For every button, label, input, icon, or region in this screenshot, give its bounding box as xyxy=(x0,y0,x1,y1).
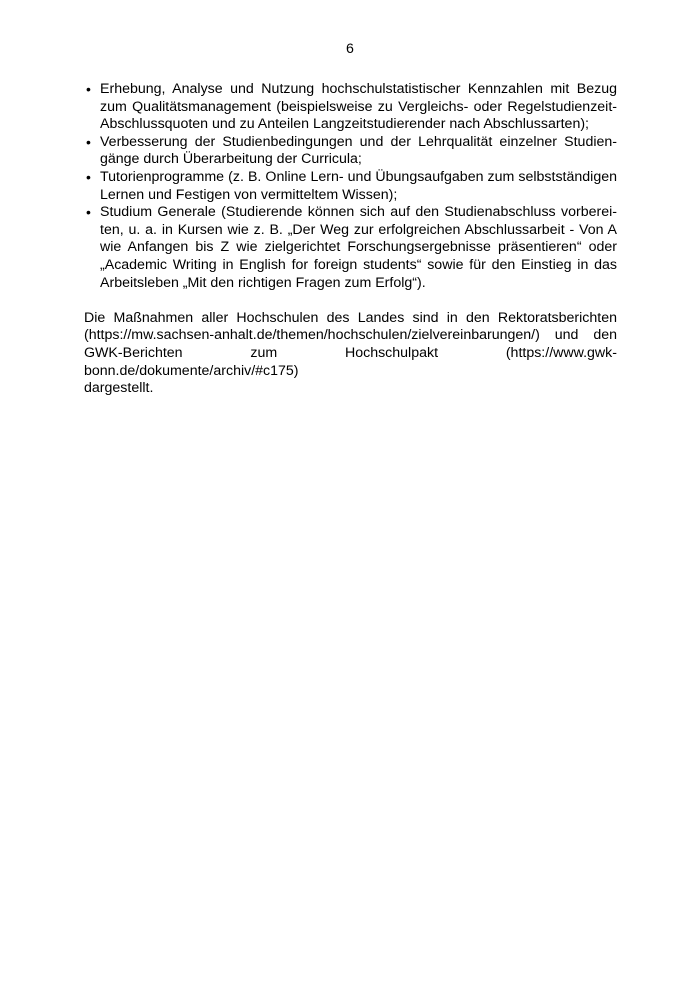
bullet-icon: • xyxy=(86,168,91,185)
text-line: Lernen und Festigen von vermitteltem Wissen); xyxy=(100,186,398,203)
text-line: gänge durch Überarbeitung der Curricula; xyxy=(100,151,362,168)
text-line: wie Anfangen bis Z wie zielgerichtet Forschungsergebnisse präsentieren“ oder xyxy=(100,239,617,256)
text-line: GWK-Berichten zum Hochschulpakt (https://www.gwk- xyxy=(84,344,617,361)
text-line: (https://mw.sachsen-anhalt.de/themen/hochschulen/zielvereinbarungen/) und den xyxy=(84,327,617,344)
text-line: Abschlussquoten und zu Anteilen Langzeitstudierender nach Abschlussarten); xyxy=(100,116,590,133)
closing-paragraph xyxy=(84,310,617,398)
text-line: ten, u. a. in Kursen wie z. B. „Der Weg zur erfolgreichen Abschlussarbeit - Von A xyxy=(100,221,617,238)
list-item xyxy=(84,134,617,169)
text-line: zum Qualitätsmanagement (beispielsweise zu Vergleichs- oder Regelstudienzeit- xyxy=(100,98,617,115)
page-number: 6 xyxy=(346,41,354,57)
text-line: Verbesserung der Studienbedingungen und der Lehrqualität einzelner Studien- xyxy=(100,133,617,150)
text-line: Studium Generale (Studierende können sich auf den Studienabschluss vorberei- xyxy=(100,204,617,221)
text-line: Erhebung, Analyse und Nutzung hochschulstatistischer Kennzahlen mit Bezug xyxy=(100,81,617,97)
text-line: dargestellt. xyxy=(84,380,154,397)
list-item xyxy=(84,204,617,292)
list-item xyxy=(84,169,617,204)
bullet-icon: • xyxy=(86,81,91,97)
text-line: Arbeitsleben „Mit den richtigen Fragen zum Erfolg“). xyxy=(100,274,426,291)
list-item-text xyxy=(100,169,617,204)
bullet-icon: • xyxy=(86,133,91,150)
text-line: bonn.de/dokumente/archiv/#c175) xyxy=(84,362,299,379)
text-line: Die Maßnahmen aller Hochschulen des Landes sind in den Rektoratsberichten xyxy=(84,309,617,326)
document-body xyxy=(84,81,617,398)
text-line: Tutorienprogramme (z. B. Online Lern- und Übungsaufgaben zum selbstständigen xyxy=(100,168,617,185)
bullet-icon: • xyxy=(86,204,91,221)
list-item-text xyxy=(100,204,617,292)
bullet-list xyxy=(84,81,617,292)
list-item-text xyxy=(100,134,617,169)
list-item-text xyxy=(100,81,617,134)
text-line: „Academic Writing in English for foreign students“ sowie für den Einstieg in das xyxy=(100,256,617,273)
list-item xyxy=(84,81,617,134)
